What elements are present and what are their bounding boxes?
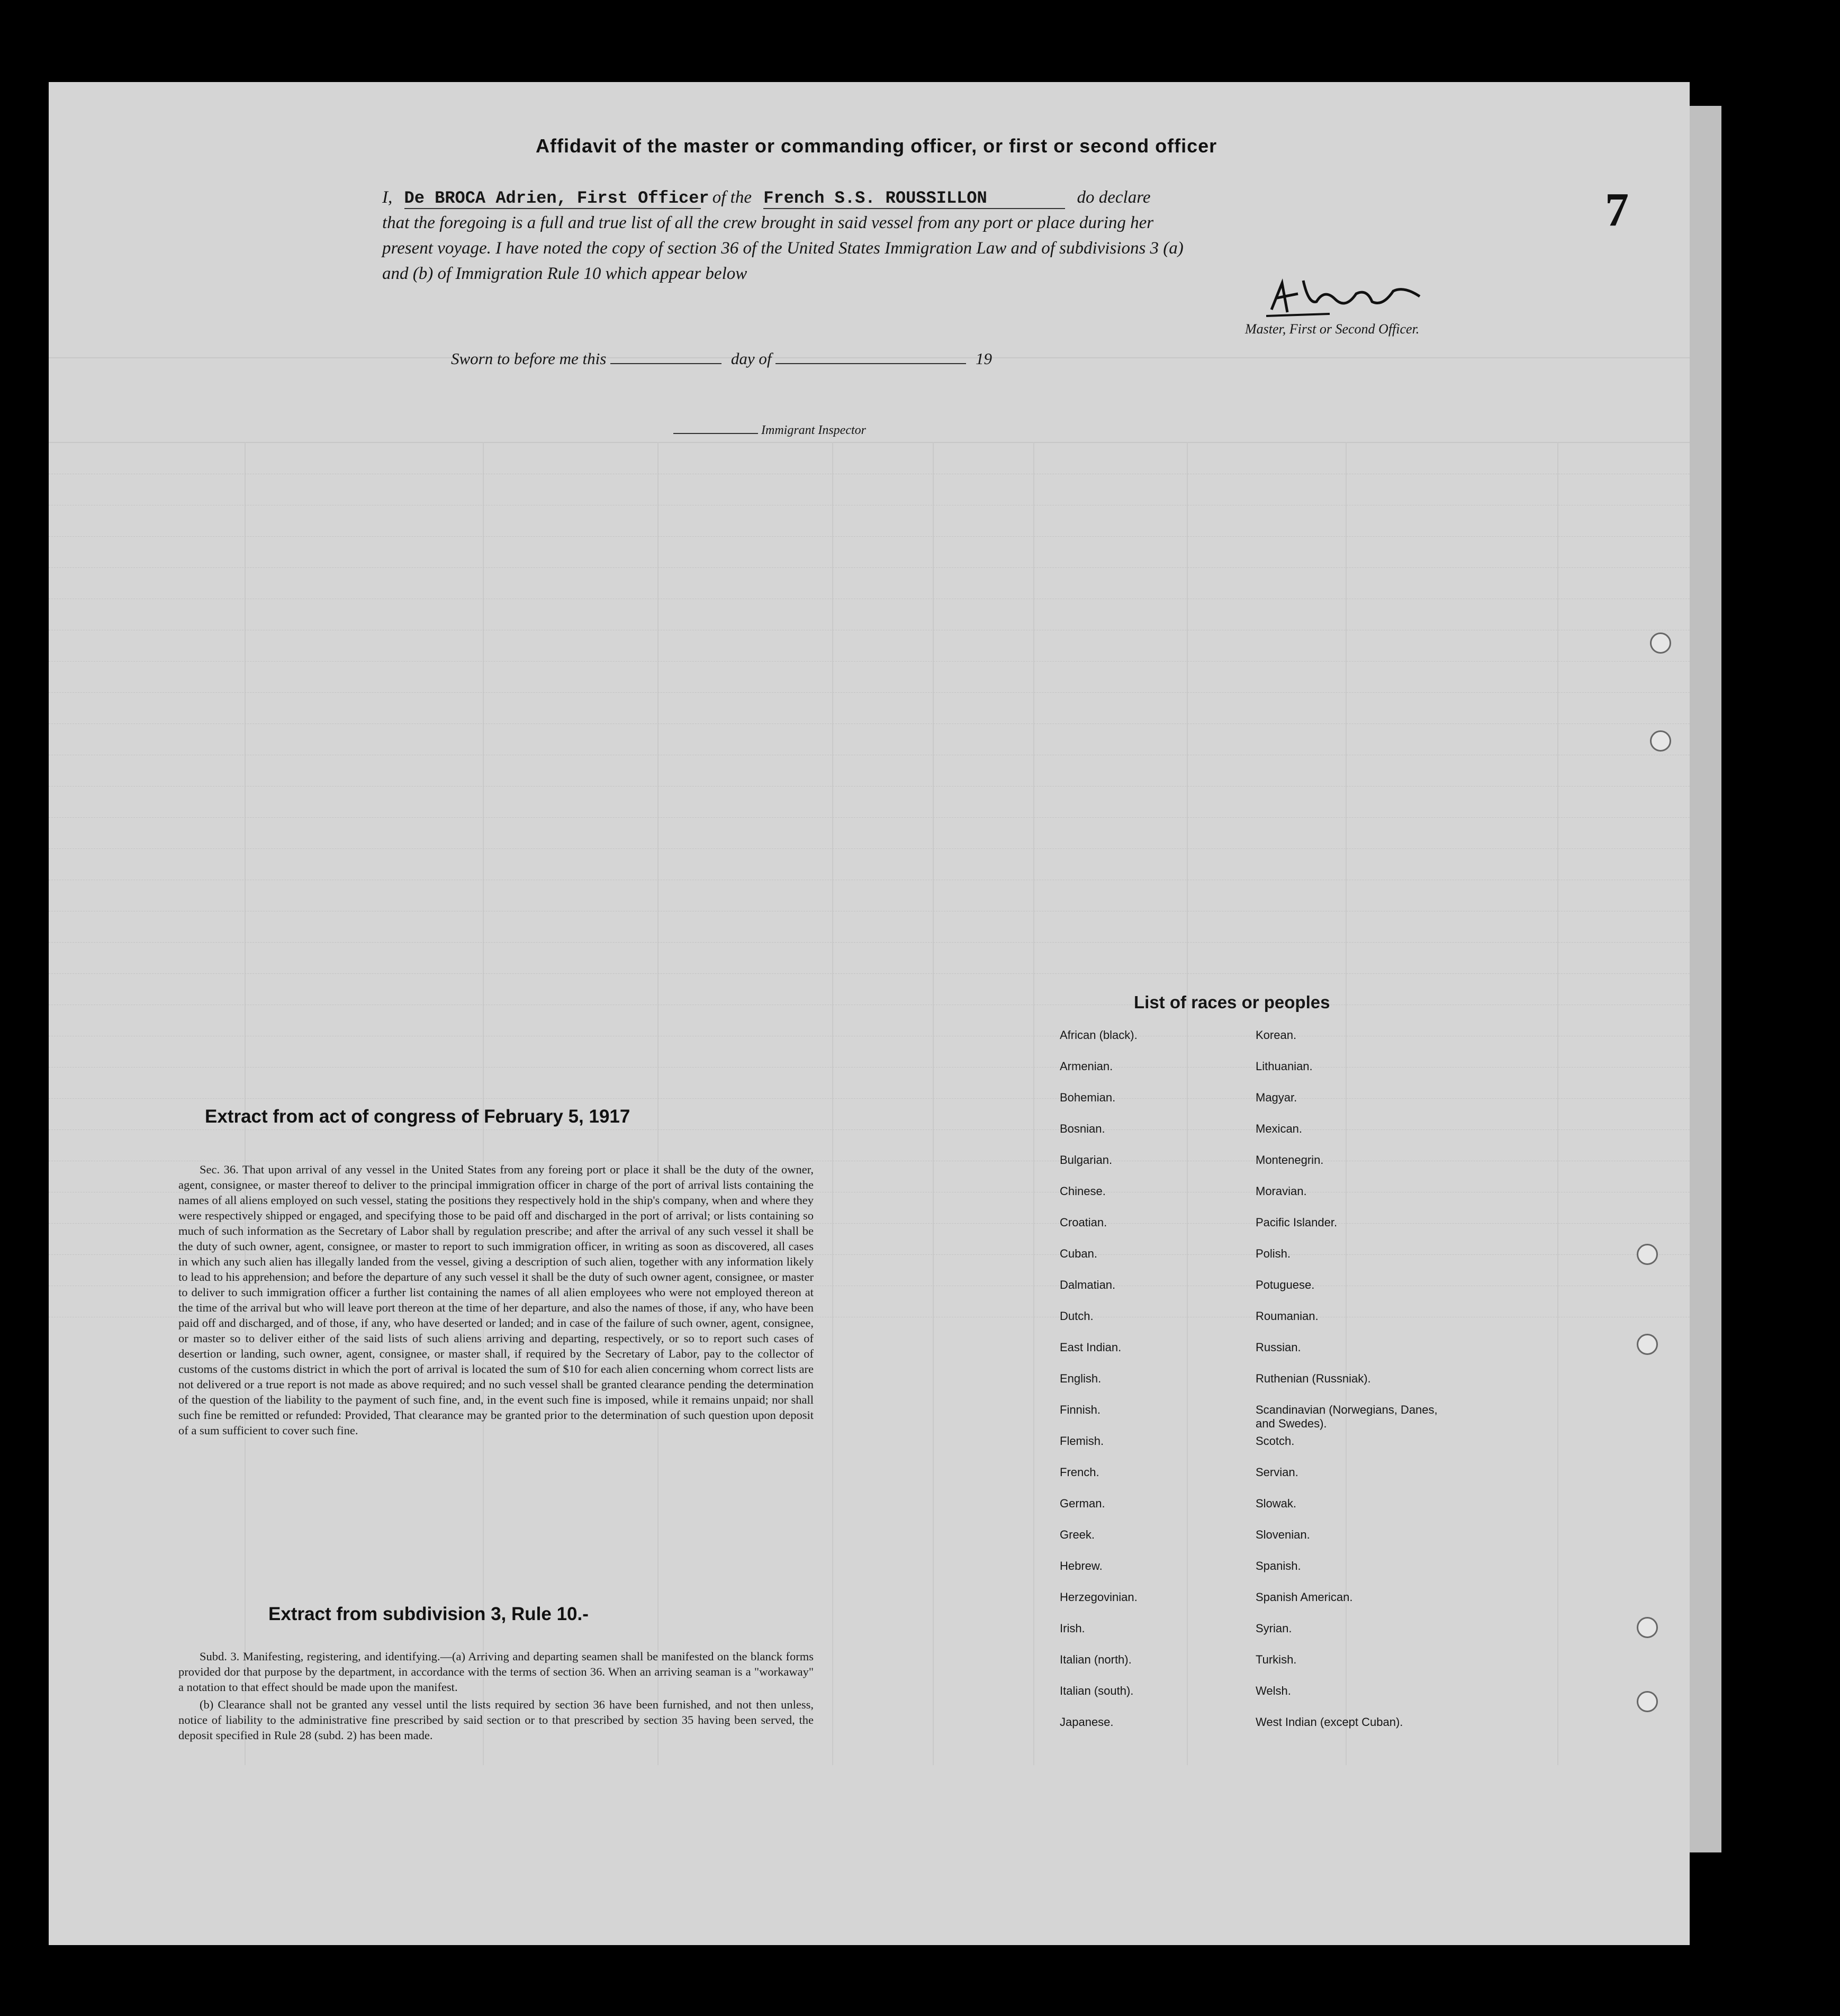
affidavit-line-1	[382, 188, 1150, 209]
ghost-column-rule	[832, 442, 833, 1765]
affidavit-line-2: that the foregoing is a full and true list of all the crew brought in said vessel from any port or place during her	[382, 213, 1154, 232]
race-item: English.	[1060, 1372, 1102, 1385]
race-item: Croatian.	[1060, 1216, 1107, 1229]
race-item: Lithuanian.	[1256, 1060, 1313, 1073]
affidavit-title: Affidavit of the master or commanding officer, or first or second officer	[536, 135, 1217, 157]
race-item: Mexican.	[1256, 1122, 1303, 1135]
ghost-column-rule	[245, 442, 246, 1765]
ghost-column-rule	[1557, 442, 1558, 1765]
race-item: Magyar.	[1256, 1091, 1297, 1104]
race-item: Dalmatian.	[1060, 1278, 1116, 1291]
race-item: Irish.	[1060, 1622, 1085, 1635]
punch-hole	[1637, 1244, 1658, 1265]
ghost-row-rule	[49, 505, 1690, 507]
race-item: Korean.	[1256, 1028, 1297, 1042]
ghost-row-rule	[49, 599, 1690, 600]
race-item: West Indian (except Cuban).	[1256, 1715, 1403, 1729]
rule-10-para-a: Subd. 3. Manifesting, registering, and identifying.—(a) Arriving and departing seamen shall be manifested on the blanck forms provided dor that purpose by the department, in accordance with the terms of section 36. When an arriving seaman is a "workaway" a notation to that effect should be made upon the manifest.	[178, 1650, 814, 1694]
race-item: Polish.	[1256, 1247, 1291, 1260]
officer-signature	[1266, 273, 1425, 320]
race-item: Scotch.	[1256, 1434, 1295, 1448]
sworn-line	[451, 349, 992, 368]
races-left-column	[1060, 1028, 1138, 1747]
punch-hole	[1637, 1334, 1658, 1355]
race-item: East Indian.	[1060, 1341, 1122, 1354]
race-item: Cuban.	[1060, 1247, 1097, 1260]
binder-edge	[1690, 106, 1721, 1852]
extract-rule-title: Extract from subdivision 3, Rule 10.-	[268, 1604, 589, 1624]
race-item: Moravian.	[1256, 1185, 1307, 1198]
affidavit-post: do declare	[1077, 188, 1151, 207]
punch-hole	[1637, 1691, 1658, 1712]
ghost-row-rule	[49, 942, 1690, 944]
extract-act-body	[178, 1162, 814, 1440]
race-item: Bulgarian.	[1060, 1153, 1113, 1167]
extract-rule-body	[178, 1649, 814, 1745]
race-item: German.	[1060, 1497, 1105, 1510]
ghost-row-rule	[49, 692, 1690, 694]
ghost-row-rule	[49, 817, 1690, 819]
vessel-name-field: French S.S. ROUSSILLON	[763, 188, 1065, 209]
sworn-day-blank	[610, 363, 721, 364]
sworn-month-blank	[775, 363, 966, 364]
ghost-rule	[49, 442, 1690, 443]
ghost-column-rule	[1033, 442, 1034, 1765]
race-item: Hebrew.	[1060, 1559, 1103, 1572]
affidavit-line-4: and (b) of Immigration Rule 10 which appear below	[382, 264, 747, 283]
sworn-mid: day of	[730, 349, 772, 368]
ghost-row-rule	[49, 880, 1690, 881]
race-item: Italian (south).	[1060, 1684, 1134, 1697]
race-item: Welsh.	[1256, 1684, 1291, 1697]
inspector-blank	[673, 433, 758, 434]
race-item: Russian.	[1256, 1341, 1301, 1354]
page-number: 7	[1605, 184, 1629, 236]
race-item: Greek.	[1060, 1528, 1095, 1541]
signature-label: Master, First or Second Officer.	[1245, 321, 1420, 337]
race-item: French.	[1060, 1466, 1099, 1479]
race-item: Spanish.	[1256, 1559, 1301, 1572]
race-item: Bohemian.	[1060, 1091, 1116, 1104]
race-item: Servian.	[1256, 1466, 1298, 1479]
race-item: Armenian.	[1060, 1060, 1113, 1073]
ghost-column-rule	[933, 442, 934, 1765]
ghost-row-rule	[49, 1005, 1690, 1006]
ghost-row-rule	[49, 630, 1690, 631]
races-title: List of races or peoples	[1134, 992, 1330, 1012]
race-item: Italian (north).	[1060, 1653, 1132, 1666]
manifest-page	[49, 82, 1690, 1945]
race-item: Flemish.	[1060, 1434, 1104, 1448]
race-item: Slovenian.	[1256, 1528, 1310, 1541]
ghost-row-rule	[49, 724, 1690, 725]
inspector-line	[673, 423, 866, 438]
officer-name-field: De BROCA Adrien, First Officer	[404, 188, 709, 208]
ghost-row-rule	[49, 661, 1690, 663]
ghost-row-rule	[49, 755, 1690, 756]
punch-hole	[1637, 1617, 1658, 1638]
section-36-text: Sec. 36. That upon arrival of any vessel in the United States from any foreing port or place it shall be the duty of the owner, agent, consignee, or master thereof to deliver to the principal immigration officer in charge of the port of arrival lists containing the names of all aliens employed on such vessel, stating the positions they respectively hold in the ship's company, when and where they were respectively shipped or engaged, and specifying those to be paid off and discharged in the port of arrival; or lists containing so much of such information as the Secretary of Labor shall by regulation prescribe; and after the arrival of any such vessel it shall be the duty of such owner, agent, consignee, or master to report to such immigration officer, in writing as soon as discovered, all cases in which any such alien has illegally landed from the vessel, giving a description of such alien, together with any information likely to lead to his apprehension; and before the departure of any such vessel it shall be the duty of such owner agent, consignee, or master to deliver to such immigration officer a further list containing the names of all alien employees who were not employed thereon at the time of the arrival but who will leave port thereon at the time of her departure, and also the names of those, if any, who have been paid off and discharged, and of those, if any, who have deserted or landed; and in case of the failure of such owner, agent, consignee, or master so to deliver either of the said lists of such aliens arriving and departing, respectively, or so to report such cases of desertion or landing, such owner, agent, consignee, or master shall, if required by the Secretary of Labor, pay to the collector of customs of the customs district in which the port of arrival is located the sum of $10 for each alien concerning whom correct lists are not delivered or a true report is not made as above required; and no such vessel shall be granted clearance pending the determination of the question of the liability to the payment of such fine, and, in the event such fine is imposed, while it remains unpaid; nor shall such fine be remitted or refunded: Provided, That clearance may be granted prior to the determination of such question upon deposit of a sum sufficient to cover such fine.	[178, 1163, 814, 1437]
race-item: Roumanian.	[1256, 1309, 1319, 1323]
punch-hole	[1650, 730, 1671, 752]
ghost-row-rule	[49, 786, 1690, 788]
ghost-row-rule	[49, 848, 1690, 850]
race-item: Herzegovinian.	[1060, 1590, 1138, 1604]
race-item: Montenegrin.	[1256, 1153, 1324, 1167]
races-right-column	[1256, 1028, 1446, 1747]
race-item: African (black).	[1060, 1028, 1138, 1042]
inspector-label: Immigrant Inspector	[761, 423, 866, 437]
race-item: Slowak.	[1256, 1497, 1297, 1510]
race-item: Chinese.	[1060, 1185, 1106, 1198]
ghost-column-rule	[657, 442, 659, 1765]
race-item: Turkish.	[1256, 1653, 1297, 1666]
affidavit-pre: I,	[382, 188, 393, 207]
affidavit-mid: of the	[712, 188, 752, 207]
race-item: Scandinavian (Norwegians, Danes, and Swedes).	[1256, 1403, 1438, 1430]
race-item: Finnish.	[1060, 1403, 1101, 1416]
race-item: Potuguese.	[1256, 1278, 1315, 1291]
punch-hole	[1650, 632, 1671, 654]
race-item: Syrian.	[1256, 1622, 1292, 1635]
ghost-row-rule	[49, 536, 1690, 538]
ghost-column-rule	[1187, 442, 1188, 1765]
ghost-row-rule	[49, 567, 1690, 569]
extract-act-title: Extract from act of congress of February 5, 1917	[205, 1106, 630, 1127]
affidavit-line-3: present voyage. I have noted the copy of section 36 of the United States Immigration Law and of subdivisions 3 (a)	[382, 239, 1184, 258]
race-item: Pacific Islander.	[1256, 1216, 1338, 1229]
ghost-row-rule	[49, 911, 1690, 912]
ghost-column-rule	[483, 442, 484, 1765]
ghost-row-rule	[49, 973, 1690, 975]
sworn-pre: Sworn to before me this	[451, 349, 607, 368]
race-item: Dutch.	[1060, 1309, 1094, 1323]
race-item: Japanese.	[1060, 1715, 1114, 1729]
race-item: Ruthenian (Russniak).	[1256, 1372, 1371, 1385]
race-item: Spanish American.	[1256, 1590, 1353, 1604]
sworn-year: 19	[975, 349, 992, 368]
rule-10-para-b: (b) Clearance shall not be granted any vessel until the lists required by section 36 have been furnished, and not then unless, notice of liability to the administrative fine prescribed by said section or to that prescribed by section 35 having been served, the deposit specified in Rule 28 (subd. 2) has been made.	[178, 1698, 814, 1742]
race-item: Bosnian.	[1060, 1122, 1105, 1135]
ghost-row-rule	[49, 474, 1690, 475]
